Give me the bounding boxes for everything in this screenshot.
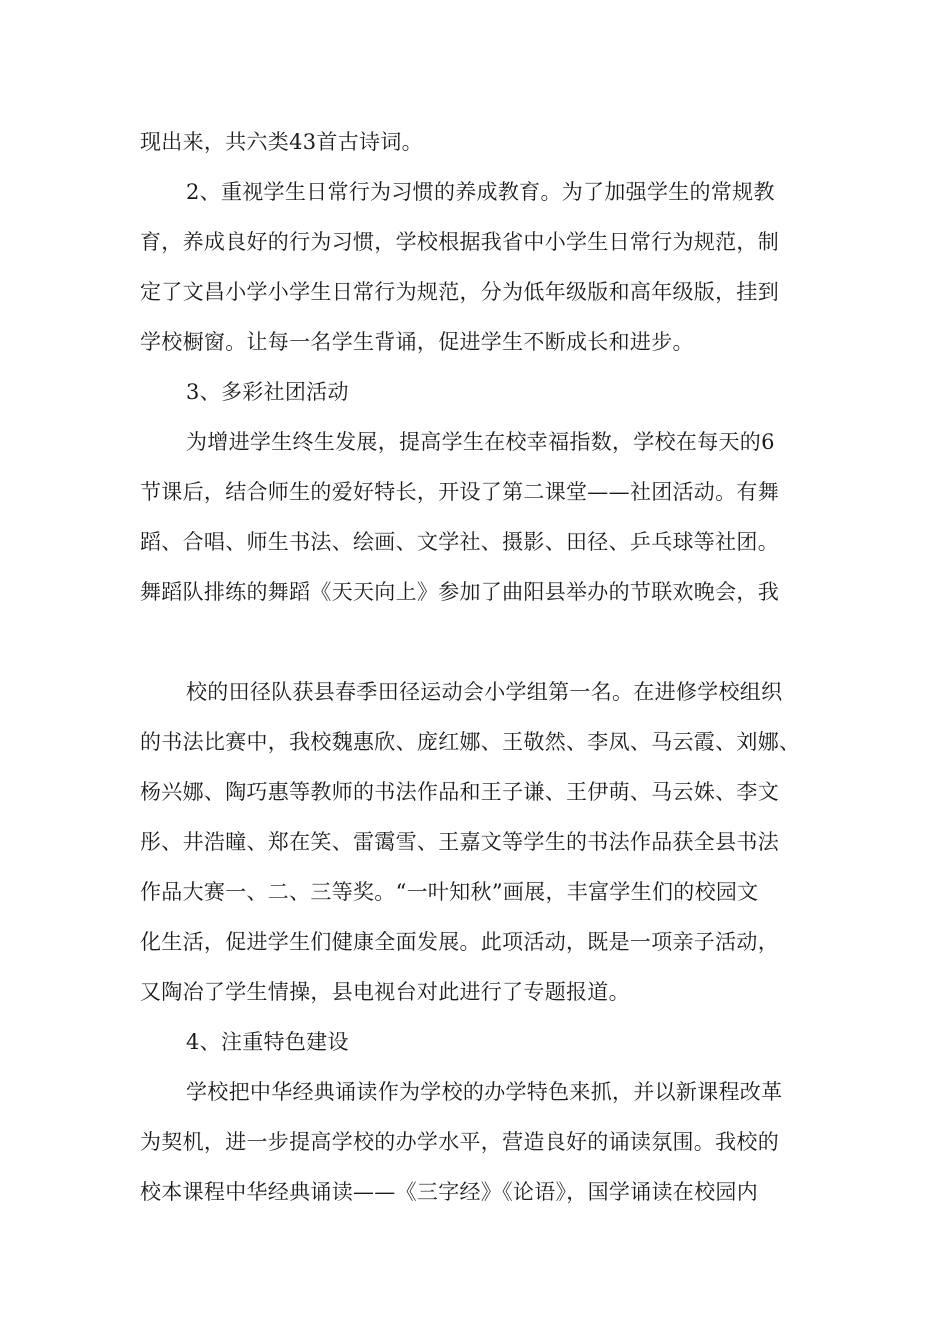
text-line: 蹈、合唱、师生书法、绘画、文学社、摄影、田径、乒乓球等社团。	[140, 530, 779, 554]
text-line: 校本课程中华经典诵读——《三字经》《论语》，国学诵读在校园内	[140, 1180, 758, 1204]
section-heading-2: 2、重视学生日常行为习惯的养成教育。为了加强学生的常规教	[186, 180, 775, 204]
text-line: 学校橱窗。让每一名学生背诵，促进学生不断成长和进步。	[140, 330, 694, 354]
text-line: 的书法比赛中，我校魏惠欣、庞红娜、王敬然、李凤、马云霞、刘娜、	[140, 730, 801, 754]
text-line: 定了文昌小学小学生日常行为规范，分为低年级版和高年级版，挂到	[140, 280, 779, 304]
text-line: 作品大赛一、二、三等奖。“一叶知秋”画展，丰富学生们的校园文	[140, 880, 759, 904]
section-heading-3: 3、多彩社团活动	[186, 380, 349, 404]
text-line: 彤、井浩瞳、郑在笑、雷霭雪、王嘉文等学生的书法作品获全县书法	[140, 830, 779, 854]
text-line: 化生活，促进学生们健康全面发展。此项活动，既是一项亲子活动，	[140, 930, 779, 954]
text-line: 节课后，结合师生的爱好特长，开设了第二课堂——社团活动。有舞	[140, 480, 779, 504]
section-heading-4: 4、注重特色建设	[186, 1030, 349, 1054]
text-line: 舞蹈队排练的舞蹈《天天向上》参加了曲阳县举办的节联欢晚会，我	[140, 580, 779, 604]
text-line: 又陶冶了学生情操，县电视台对此进行了专题报道。	[140, 980, 630, 1004]
text-line: 育，养成良好的行为习惯，学校根据我省中小学生日常行为规范，制	[140, 230, 779, 254]
text-line: 为增进学生终生发展，提高学生在校幸福指数，学校在每天的6	[186, 430, 775, 454]
text-line: 学校把中华经典诵读作为学校的办学特色来抓，并以新课程改革	[186, 1080, 783, 1104]
text-line: 杨兴娜、陶巧惠等教师的书法作品和王子谦、王伊萌、马云姝、李文	[140, 780, 779, 804]
text-line: 校的田径队获县春季田径运动会小学组第一名。在进修学校组织	[186, 680, 783, 704]
text-line: 现出来，共六类43首古诗词。	[140, 130, 423, 154]
text-line: 为契机，进一步提高学校的办学水平，营造良好的诵读氛围。我校的	[140, 1130, 779, 1154]
